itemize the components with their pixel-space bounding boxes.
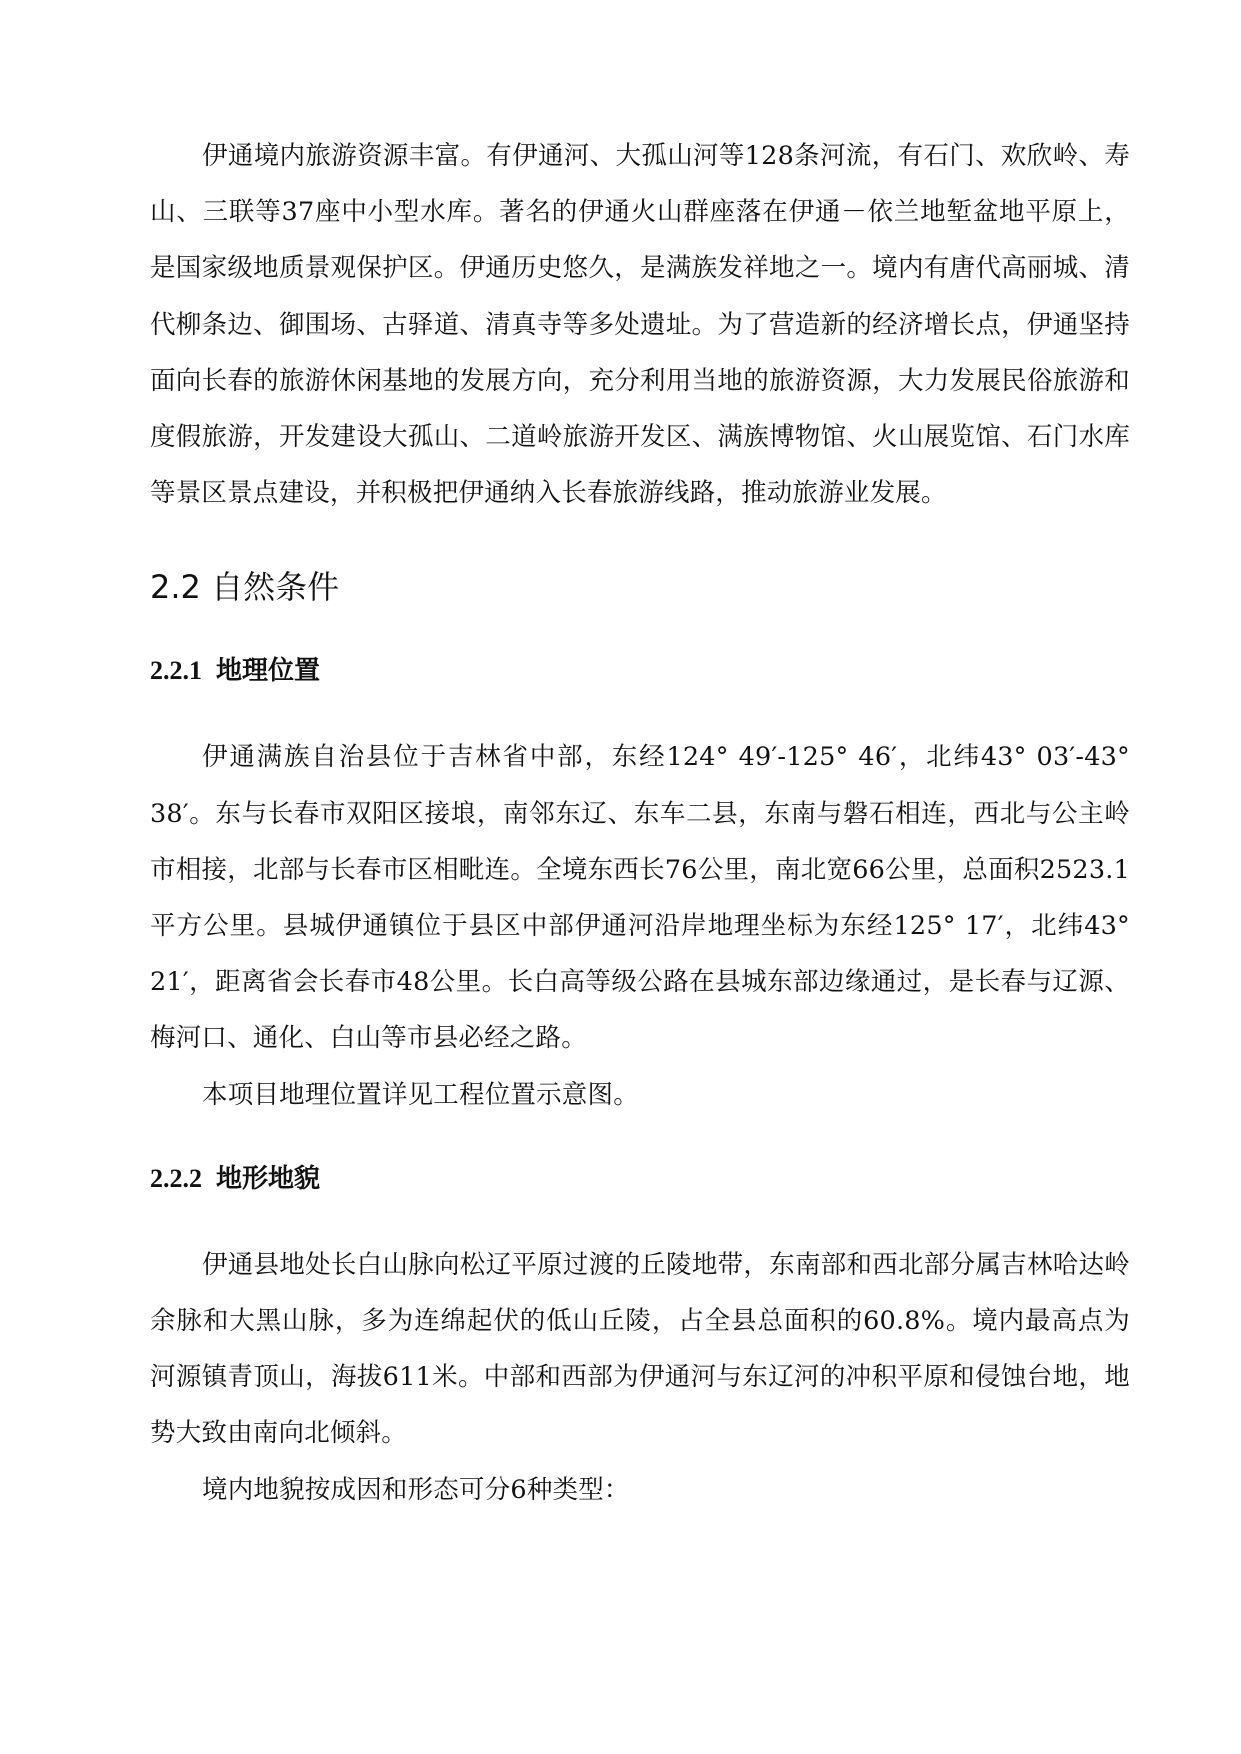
location-paragraph: 伊通满族自治县位于吉林省中部，东经124° 49′-125° 46′，北纬43° 03′-43° 38′。东与长春市双阳区接埌，南邻东辽、东车二县，东南与磐石相连，西北与公主岭市相接，北部与长春市区相毗连。全境东西长76公里，南北宽66公里，总面积2523.1平方公里。县城伊通镇位于县区中部伊通河沿岸地理坐标为东经125° 17′，北纬43° 21′，距离省会长春市48公里。长白高等级公路在县城东部边缘通过，是长春与辽源、梅河口、通化、白山等市县必经之路。	[150, 742, 1130, 1054]
document-page	[150, 128, 1130, 1518]
intro-paragraph: 伊通境内旅游资源丰富。有伊通河、大孤山河等128条河流，有石门、欢欣岭、寿山、三联等37座中小型水库。著名的伊通火山群座落在伊通－依兰地堑盆地平原上，是国家级地质景观保护区。伊通历史悠久，是满族发祥地之一。境内有唐代高丽城、清代柳条边、御围场、古驿道、清真寺等多处遗址。为了营造新的经济增长点，伊通坚持面向长春的旅游休闲基地的发展方向，充分利用当地的旅游资源，大力发展民俗旅游和度假旅游，开发建设大孤山、二道岭旅游开发区、满族博物馆、火山展览馆、石门水库等景区景点建设，并积极把伊通纳入长春旅游线路，推动旅游业发展。	[150, 141, 1130, 509]
location-reference-paragraph: 本项目地理位置详见工程位置示意图。	[202, 1079, 639, 1110]
subsection-title: 地理位置	[216, 656, 321, 687]
subsection-heading-2-2-1	[150, 643, 1130, 699]
terrain-paragraph: 伊通县地处长白山脉向松辽平原过渡的丘陵地带，东南部和西北部分属吉林哈达岭余脉和大黑山脉，多为连绵起伏的低山丘陵，占全县总面积的60.8%。境内最高点为河源镇青顶山，海拔611米。中部和西部为伊通河与东辽河的冲积平原和侵蚀台地，地势大致由南向北倾斜。	[150, 1249, 1130, 1449]
subsection-number: 2.2.2	[150, 1163, 202, 1193]
section-heading-2-2: 2.2 自然条件	[150, 568, 340, 607]
subsection-number: 2.2.1	[150, 656, 202, 686]
terrain-types-paragraph: 境内地貌按成因和形态可分6种类型：	[202, 1474, 630, 1505]
subsection-heading-2-2-2	[150, 1151, 1130, 1207]
subsection-title: 地形地貌	[216, 1163, 321, 1194]
